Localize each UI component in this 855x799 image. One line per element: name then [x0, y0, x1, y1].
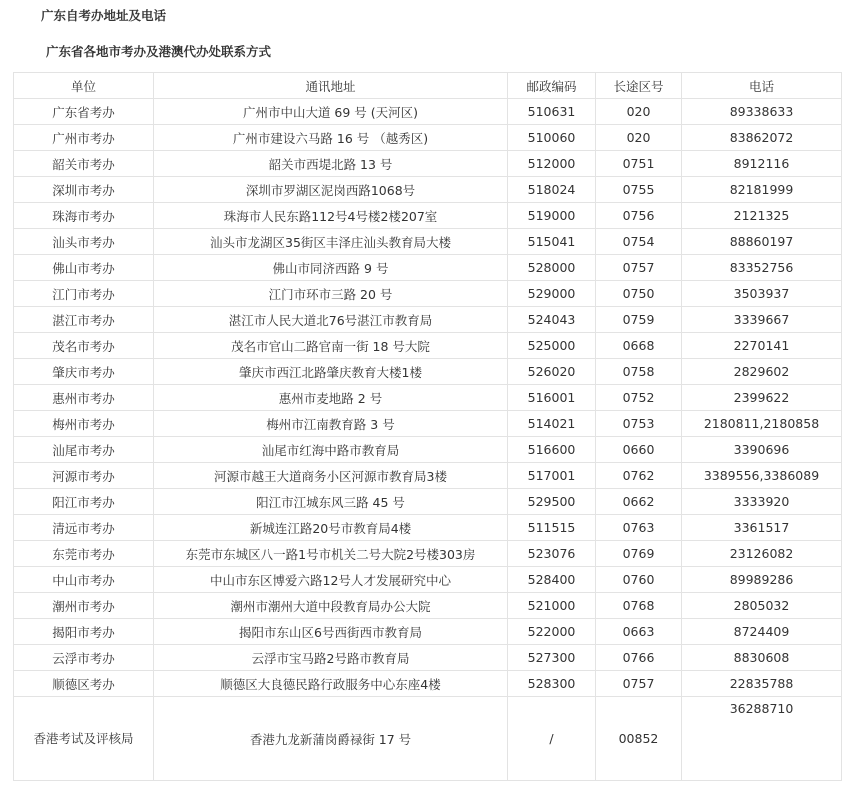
cell-address: 肇庆市西江北路肇庆教育大楼1楼: [154, 359, 508, 385]
cell-area-code: 0753: [596, 411, 682, 437]
cell-area-code: 0766: [596, 645, 682, 671]
cell-phone: 2270141: [682, 333, 842, 359]
header-postcode: 邮政编码: [508, 73, 596, 99]
cell-address: 中山市东区博爱六路12号人才发展研究中心: [154, 567, 508, 593]
cell-address: 梅州市江南教育路 3 号: [154, 411, 508, 437]
cell-postcode: 516600: [508, 437, 596, 463]
table-row: [14, 125, 842, 151]
cell-address: 湛江市人民大道北76号湛江市教育局: [154, 307, 508, 333]
cell-area-code: 0751: [596, 151, 682, 177]
table-row: [14, 99, 842, 125]
cell-area-code: 0754: [596, 229, 682, 255]
cell-address: 佛山市同济西路 9 号: [154, 255, 508, 281]
cell-phone: 3333920: [682, 489, 842, 515]
cell-postcode: 528300: [508, 671, 596, 697]
cell-area-code: 0663: [596, 619, 682, 645]
cell-phone: 82181999: [682, 177, 842, 203]
cell-area-code: 0757: [596, 671, 682, 697]
cell-address: 韶关市西堤北路 13 号: [154, 151, 508, 177]
cell-address: 东莞市东城区八一路1号市机关二号大院2号楼303房: [154, 541, 508, 567]
section-title: 广东省各地市考办及港澳代办处联系方式: [46, 44, 272, 59]
table-row: [14, 645, 842, 671]
cell-area-code: 0763: [596, 515, 682, 541]
cell-unit: 潮州市考办: [14, 593, 154, 619]
table-row: [14, 203, 842, 229]
cell-address: 汕头市龙湖区35街区丰泽庄汕头教育局大楼: [154, 229, 508, 255]
cell-address: 深圳市罗湖区泥岗西路1068号: [154, 177, 508, 203]
cell-postcode: 524043: [508, 307, 596, 333]
cell-unit: 茂名市考办: [14, 333, 154, 359]
cell-address: 阳江市江城东风三路 45 号: [154, 489, 508, 515]
cell-unit: 江门市考办: [14, 281, 154, 307]
table-row: [14, 593, 842, 619]
cell-unit: 韶关市考办: [14, 151, 154, 177]
header-address: 通讯地址: [154, 73, 508, 99]
cell-phone: 8912116: [682, 151, 842, 177]
cell-phone: 89989286: [682, 567, 842, 593]
cell-address: 新城连江路20号市教育局4楼: [154, 515, 508, 541]
cell-area-code: 0750: [596, 281, 682, 307]
cell-unit: 汕尾市考办: [14, 437, 154, 463]
cell-postcode: 510060: [508, 125, 596, 151]
cell-phone: 2829602: [682, 359, 842, 385]
cell-unit: 佛山市考办: [14, 255, 154, 281]
cell-phone: 3361517: [682, 515, 842, 541]
page-title: 广东自考办地址及电话: [41, 8, 167, 23]
table-row: [14, 333, 842, 359]
cell-postcode: 514021: [508, 411, 596, 437]
cell-area-code: 0660: [596, 437, 682, 463]
cell-postcode: 512000: [508, 151, 596, 177]
cell-unit: 中山市考办: [14, 567, 154, 593]
cell-area-code: 0768: [596, 593, 682, 619]
cell-postcode: 510631: [508, 99, 596, 125]
cell-postcode: 526020: [508, 359, 596, 385]
table-row: [14, 229, 842, 255]
cell-unit: 揭阳市考办: [14, 619, 154, 645]
cell-address: 河源市越王大道商务小区河源市教育局3楼: [154, 463, 508, 489]
cell-unit: 顺德区考办: [14, 671, 154, 697]
cell-area-code: 0759: [596, 307, 682, 333]
table-row: [14, 489, 842, 515]
header-phone: 电话: [682, 73, 842, 99]
cell-postcode: 511515: [508, 515, 596, 541]
table-row: [14, 177, 842, 203]
cell-phone: 3339667: [682, 307, 842, 333]
cell-unit: 珠海市考办: [14, 203, 154, 229]
contacts-table: [13, 72, 842, 781]
cell-unit: 惠州市考办: [14, 385, 154, 411]
cell-address: 广州市中山大道 69 号 (天河区): [154, 99, 508, 125]
table-header-row: [14, 73, 842, 99]
cell-unit: 云浮市考办: [14, 645, 154, 671]
cell-unit: 香港考试及评核局: [14, 697, 154, 781]
cell-postcode: 523076: [508, 541, 596, 567]
cell-phone: 22835788: [682, 671, 842, 697]
cell-phone: 36288710: [682, 697, 842, 781]
cell-unit: 深圳市考办: [14, 177, 154, 203]
table-row: [14, 359, 842, 385]
cell-area-code: 0769: [596, 541, 682, 567]
table-row: [14, 385, 842, 411]
cell-unit: 广东省考办: [14, 99, 154, 125]
cell-phone: 83862072: [682, 125, 842, 151]
cell-postcode: 517001: [508, 463, 596, 489]
cell-phone: 89338633: [682, 99, 842, 125]
cell-area-code: 0762: [596, 463, 682, 489]
cell-postcode: 515041: [508, 229, 596, 255]
cell-unit: 河源市考办: [14, 463, 154, 489]
cell-address: 汕尾市红海中路市教育局: [154, 437, 508, 463]
table-row: [14, 281, 842, 307]
cell-postcode: 519000: [508, 203, 596, 229]
cell-address: 顺德区大良德民路行政服务中心东座4楼: [154, 671, 508, 697]
cell-address: 惠州市麦地路 2 号: [154, 385, 508, 411]
cell-phone: 3389556,3386089: [682, 463, 842, 489]
cell-phone: 2121325: [682, 203, 842, 229]
cell-address: 珠海市人民东路112号4号楼2楼207室: [154, 203, 508, 229]
cell-address: 揭阳市东山区6号西街西市教育局: [154, 619, 508, 645]
table-row: [14, 437, 842, 463]
cell-unit: 阳江市考办: [14, 489, 154, 515]
table-row: [14, 619, 842, 645]
cell-postcode: 529500: [508, 489, 596, 515]
cell-unit: 湛江市考办: [14, 307, 154, 333]
cell-phone: 8830608: [682, 645, 842, 671]
cell-area-code: 020: [596, 99, 682, 125]
cell-area-code: 00852: [596, 697, 682, 781]
cell-area-code: 0755: [596, 177, 682, 203]
cell-postcode: 528000: [508, 255, 596, 281]
cell-phone: 23126082: [682, 541, 842, 567]
cell-area-code: 0668: [596, 333, 682, 359]
cell-postcode: 528400: [508, 567, 596, 593]
cell-address: 潮州市潮州大道中段教育局办公大院: [154, 593, 508, 619]
cell-unit: 梅州市考办: [14, 411, 154, 437]
cell-postcode: /: [508, 697, 596, 781]
header-unit: 单位: [14, 73, 154, 99]
table-row: [14, 541, 842, 567]
table-row: [14, 255, 842, 281]
cell-phone: 88860197: [682, 229, 842, 255]
cell-phone: 8724409: [682, 619, 842, 645]
cell-address: 广州市建设六马路 16 号 （越秀区): [154, 125, 508, 151]
cell-postcode: 525000: [508, 333, 596, 359]
cell-phone: 2180811,2180858: [682, 411, 842, 437]
cell-address: 茂名市官山二路官南一街 18 号大院: [154, 333, 508, 359]
cell-address: 香港九龙新蒲岗爵禄街 17 号: [154, 697, 508, 781]
table-row: [14, 151, 842, 177]
table-row: [14, 567, 842, 593]
cell-phone: 2399622: [682, 385, 842, 411]
cell-phone: 2805032: [682, 593, 842, 619]
cell-postcode: 522000: [508, 619, 596, 645]
table-row: [14, 411, 842, 437]
cell-area-code: 0758: [596, 359, 682, 385]
table-row: [14, 671, 842, 697]
cell-unit: 汕头市考办: [14, 229, 154, 255]
cell-address: 云浮市宝马路2号路市教育局: [154, 645, 508, 671]
cell-postcode: 518024: [508, 177, 596, 203]
cell-address: 江门市环市三路 20 号: [154, 281, 508, 307]
cell-postcode: 516001: [508, 385, 596, 411]
cell-unit: 广州市考办: [14, 125, 154, 151]
cell-unit: 东莞市考办: [14, 541, 154, 567]
cell-phone: 3503937: [682, 281, 842, 307]
table-row: [14, 697, 842, 781]
cell-area-code: 020: [596, 125, 682, 151]
cell-area-code: 0757: [596, 255, 682, 281]
cell-area-code: 0662: [596, 489, 682, 515]
cell-area-code: 0752: [596, 385, 682, 411]
cell-unit: 肇庆市考办: [14, 359, 154, 385]
cell-area-code: 0760: [596, 567, 682, 593]
cell-postcode: 521000: [508, 593, 596, 619]
table-row: [14, 463, 842, 489]
table-row: [14, 307, 842, 333]
table-row: [14, 515, 842, 541]
cell-phone: 83352756: [682, 255, 842, 281]
cell-area-code: 0756: [596, 203, 682, 229]
cell-postcode: 527300: [508, 645, 596, 671]
cell-unit: 清远市考办: [14, 515, 154, 541]
cell-phone: 3390696: [682, 437, 842, 463]
cell-postcode: 529000: [508, 281, 596, 307]
header-area-code: 长途区号: [596, 73, 682, 99]
